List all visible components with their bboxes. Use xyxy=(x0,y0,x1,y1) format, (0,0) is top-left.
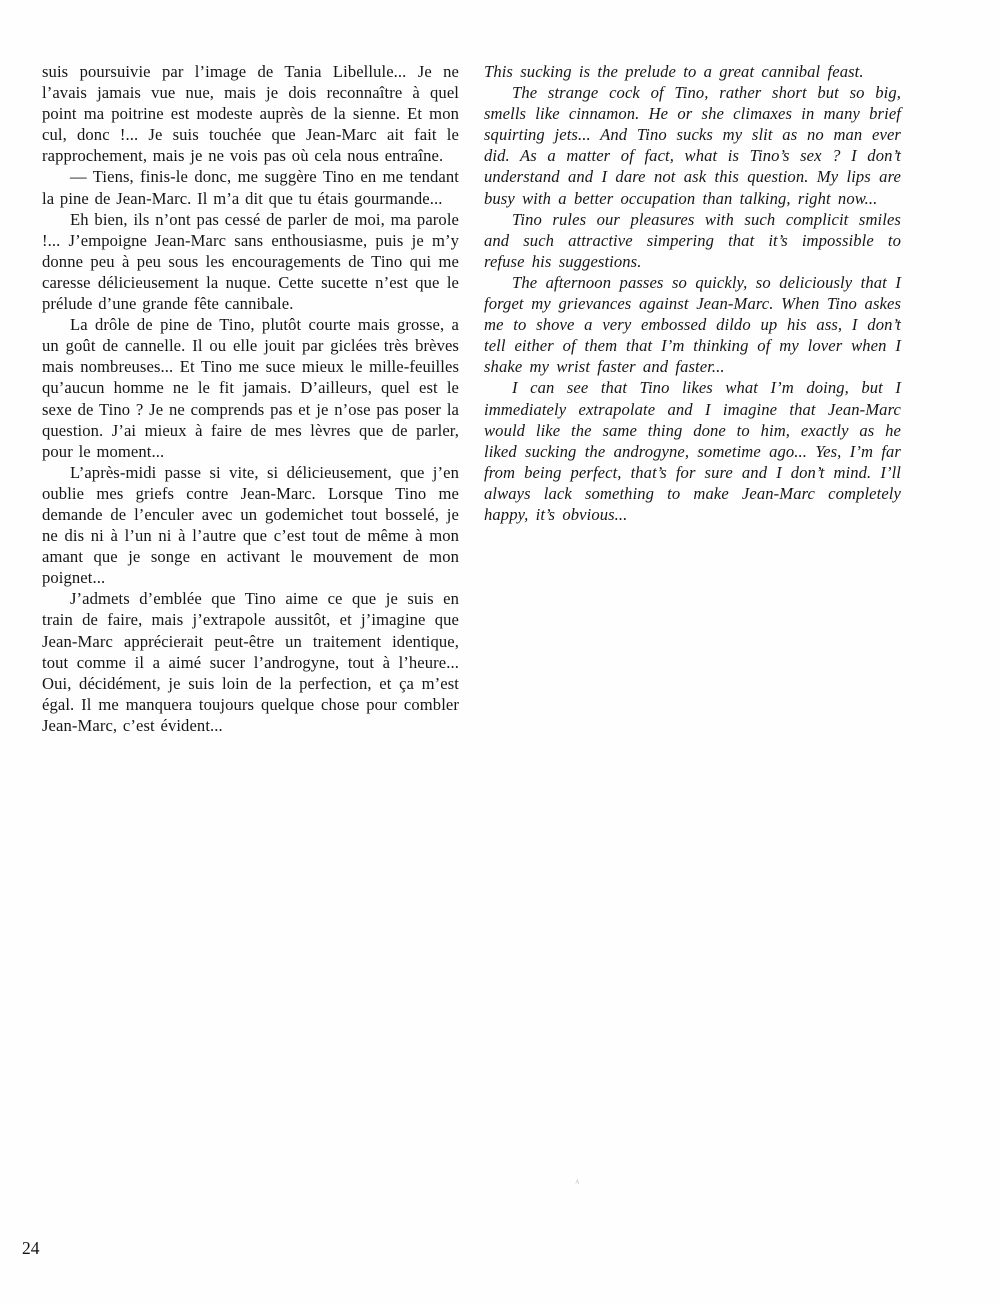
english-paragraph: The strange cock of Tino, rather short but so big, smells like cinnamon. He or she climaxes in many brief squirting jets... And Tino sucks my slit as no man ever did. As a matter of fact, what is Tino’s sex ? I don’t understand and I dare not ask this question. My lips are busy with a better occupation than talking, right now... xyxy=(484,83,901,208)
english-paragraph: Tino rules our pleasures with such complicit smiles and such attractive simpering that it’s impossible to refuse his suggestions. xyxy=(484,209,901,271)
page-number: 24 xyxy=(22,1238,40,1258)
french-text-column xyxy=(42,61,459,736)
french-paragraph: Eh bien, ils n’ont pas cessé de parler de moi, ma parole !... J’empoigne Jean-Marc sans enthousiasme, puis je m’y donne peu à peu sous les encouragements de Tino qui me caresse délicieusement la nuque. Cette sucette n’est que le prélude d’une grande fête cannibale. xyxy=(42,209,459,314)
french-paragraph: J’admets d’emblée que Tino aime ce que je suis en train de faire, mais j’extrapole aussitôt, et j’imagine que Jean-Marc apprécierait peut-être un traitement identique, tout comme il a aimé sucer l’androgyne, tout à l’heure... Oui, décidément, je suis loin de la perfection, et ça m’est égal. Il me manquera toujours quelque chose pour combler Jean-Marc, c’est évident... xyxy=(42,589,459,735)
english-text-column xyxy=(484,61,901,525)
french-paragraph: — Tiens, finis-le donc, me suggère Tino en me tendant la pine de Jean-Marc. Il m’a dit que tu étais gourmande... xyxy=(42,167,459,208)
english-paragraph: I can see that Tino likes what I’m doing, but I immediately extrapolate and I imagine that Jean-Marc would like the same thing done to him, exactly as he liked sucking the androgyne, sometime ago... Yes, I’m far from being perfect, that’s for sure and I don’t mind. I’ll always lack something to make Jean-Marc completely happy, it’s obvious... xyxy=(484,378,901,524)
french-paragraph: suis poursuivie par l’image de Tania Libellule... Je ne l’avais jamais vue nue, mais je dois reconnaître à quel point ma poitrine est modeste auprès de la sienne. Et mon cul, donc !... Je suis touchée que Jean-Marc ait fait le rapprochement, mais je ne vois pas où cela nous entraîne. xyxy=(42,62,459,166)
french-paragraph: L’après-midi passe si vite, si délicieusement, que j’en oublie mes griefs contre Jean-Marc. Lorsque Tino me demande de l’enculer avec un godemichet tout bosselé, je ne dis ni à l’un ni à l’autre que c’est tout de même à mon amant que je songe en activant le mouvement de mon poignet... xyxy=(42,462,459,588)
english-paragraph: This sucking is the prelude to a great cannibal feast. xyxy=(484,62,864,81)
scan-speck-artifact: ʌ xyxy=(575,1176,580,1186)
french-paragraph: La drôle de pine de Tino, plutôt courte mais grosse, a un goût de cannelle. Il ou elle jouit par giclées très brèves mais nombreuses... Et Tino me suce mieux le mille-feuilles qu’aucun homme ne le fit jamais. D’ailleurs, quel est le sexe de Tino ? Je ne comprends pas et je n’ose pas poser la question. J’ai mieux à faire de mes lèvres que de parler, pour le moment... xyxy=(42,315,459,461)
english-paragraph: The afternoon passes so quickly, so deliciously that I forget my grievances against Jean-Marc. When Tino askes me to shove a very embossed dildo up his ass, I don’t tell either of them that I’m thinking of my lover when I shake my wrist faster and faster... xyxy=(484,272,901,377)
